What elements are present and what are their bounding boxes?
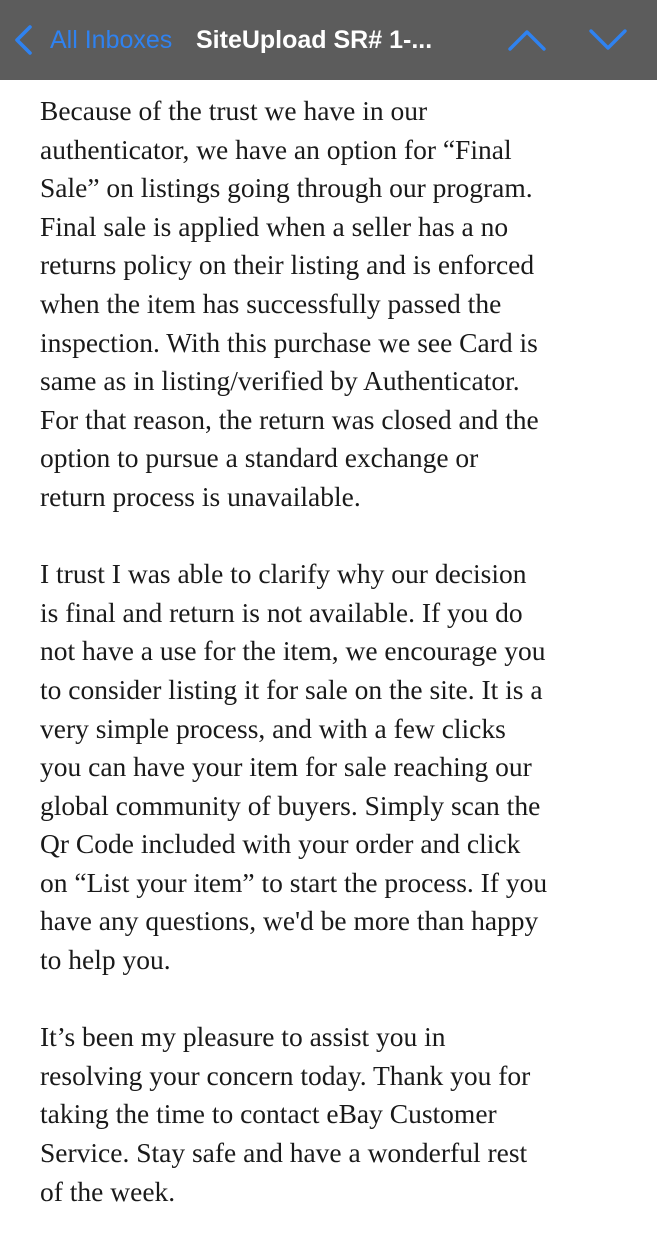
message-line: on “List your item” to start the process. If you (40, 866, 548, 898)
message-line: to consider listing it for sale on the site. It is a (40, 673, 543, 705)
mail-nav-bar (0, 0, 657, 80)
message-paragraph (40, 92, 640, 517)
message-line: taking the time to contact eBay Customer (40, 1098, 497, 1130)
message-line: is final and return is not available. If you do (40, 596, 523, 628)
message-line: Final sale is applied when a seller has a no (40, 210, 509, 242)
message-line: It’s been my pleasure to assist you in (40, 1021, 446, 1053)
message-body (40, 92, 640, 1250)
message-line: same as in listing/verified by Authenticator. (40, 365, 520, 397)
message-line: For that reason, the return was closed and the (40, 403, 539, 435)
message-line: of the week. (40, 1175, 176, 1207)
message-paragraph (40, 1018, 640, 1211)
message-line: global community of buyers. Simply scan the (40, 789, 541, 821)
message-line: authenticator, we have an option for “Final (40, 133, 512, 165)
message-line: not have a use for the item, we encourage you (40, 635, 546, 667)
chevron-up-icon (507, 28, 547, 57)
message-line: very simple process, and with a few clicks (40, 712, 506, 744)
message-paragraph (40, 555, 640, 980)
message-line: you can have your item for sale reaching our (40, 751, 532, 783)
message-line: Qr Code included with your order and click (40, 828, 521, 860)
message-line: option to pursue a standard exchange or (40, 442, 479, 474)
message-line: return process is unavailable. (40, 480, 361, 512)
message-line: returns policy on their listing and is enforced (40, 249, 535, 281)
message-line: inspection. With this purchase we see Card is (40, 326, 538, 358)
message-line: have any questions, we'd be more than happy (40, 905, 539, 937)
message-subject-title: SiteUpload SR# 1-... (196, 26, 433, 54)
back-label: All Inboxes (50, 25, 173, 54)
message-line: resolving your concern today. Thank you for (40, 1059, 531, 1091)
message-line: Because of the trust we have in our (40, 95, 428, 126)
chevron-down-icon (588, 28, 628, 57)
message-line: I trust I was able to clarify why our decision (40, 558, 527, 590)
message-line: Sale” on listings going through our program. (40, 172, 533, 204)
previous-message-button[interactable] (505, 22, 549, 62)
back-button[interactable] (10, 22, 172, 58)
message-line: Service. Stay safe and have a wonderful rest (40, 1137, 528, 1169)
next-message-button[interactable] (586, 22, 630, 62)
chevron-left-icon (10, 22, 36, 58)
message-line: to help you. (40, 944, 171, 976)
message-line: when the item has successfully passed the (40, 287, 502, 319)
